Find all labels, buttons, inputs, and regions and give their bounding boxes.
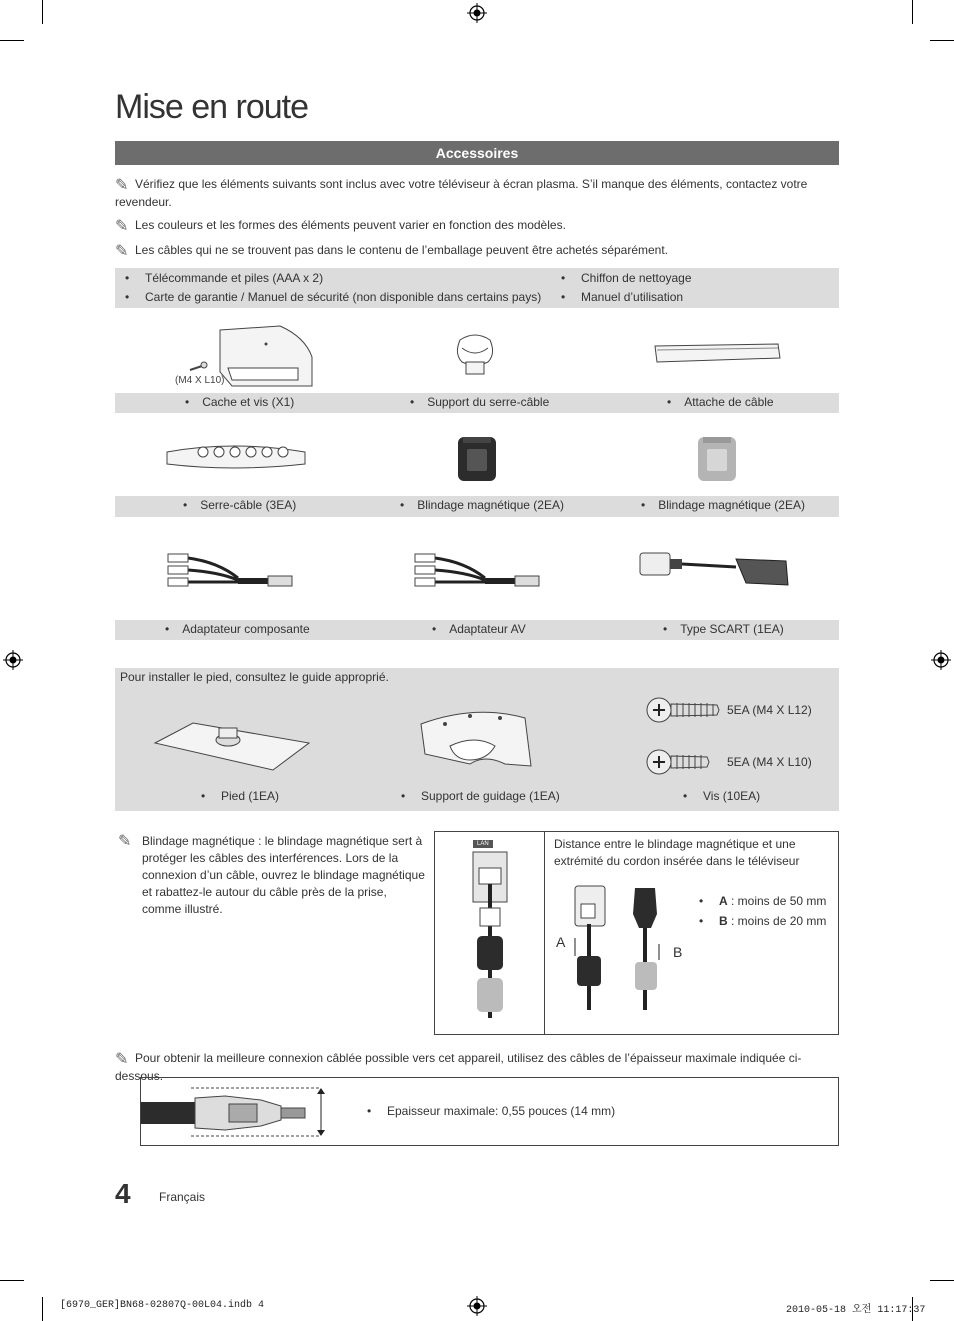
page-language: Français <box>159 1190 206 1204</box>
max-thickness-item: • Epaisseur maximale: 0,55 pouces (14 mm) <box>367 1104 615 1118</box>
accessory-label: • Serre-câble (3EA) <box>183 498 296 512</box>
component-adapter-image <box>158 548 308 592</box>
page-number: 4 <box>115 1178 131 1209</box>
label-b: B <box>673 944 683 960</box>
note-text: Vérifiez que les éléments suivants sont inclus avec votre téléviseur à écran plasma. S’il manque des éléments, contactez votre revendeur. <box>115 177 808 209</box>
stand-item: • Pied (1EA) <box>201 789 279 803</box>
stand-item: • Vis (10EA) <box>683 789 760 803</box>
ferrite-distance-illustration <box>567 884 707 1014</box>
note-text: Les couleurs et les formes des éléments peuvent varier en fonction des modèles. <box>135 218 566 232</box>
av-adapter-image <box>405 548 555 592</box>
stand-item: • Support de guidage (1EA) <box>401 789 560 803</box>
cable-thickness-box <box>140 1077 839 1146</box>
crop-mark <box>42 1297 43 1321</box>
crop-mark <box>912 0 913 24</box>
accessory-label-row-2 <box>115 496 839 517</box>
registration-mark-icon <box>3 650 23 670</box>
label-a: A <box>556 934 566 950</box>
note-text: Pour obtenir la meilleure connexion câblée possible vers cet appareil, utilisez des câbles de l’épaisseur maximale indiquée ci-dessous. <box>115 1051 802 1083</box>
ferrite-core-dark-image <box>455 433 499 485</box>
stand-section <box>115 668 839 811</box>
accessory-label: • Blindage magnétique (2EA) <box>400 498 564 512</box>
list-item: • Chiffon de nettoyage <box>561 271 692 285</box>
cable-plug-illustration <box>141 1086 331 1138</box>
distance-title: Distance entre le blindage magnétique et une extrémité du cordon insérée dans le téléviseur <box>554 837 800 868</box>
list-item: • Télécommande et piles (AAA x 2) <box>125 271 323 285</box>
crop-mark <box>930 40 954 41</box>
note-2 <box>115 217 815 235</box>
pencil-note-icon: ✎ <box>118 833 132 850</box>
pencil-note-icon: ✎ <box>115 243 129 260</box>
accessory-label: • Cache et vis (X1) <box>185 395 294 409</box>
screw-m4-l12-label: 5EA (M4 X L12) <box>727 703 812 717</box>
accessory-label: • Adaptateur AV <box>432 622 526 636</box>
accessory-label: • Support du serre-câble <box>410 395 549 409</box>
note-1 <box>115 176 815 211</box>
footer-file: [6970_GER]BN68-02807Q-00L04.indb 4 <box>60 1300 265 1311</box>
screw-m4-l10-icon <box>645 746 717 778</box>
pencil-note-icon: ✎ <box>115 177 129 194</box>
accessory-label: • Blindage magnétique (2EA) <box>641 498 805 512</box>
lan-cable-illustration <box>465 848 515 1028</box>
section-header: Accessoires <box>115 141 839 165</box>
distance-a-item: • A : moins de 50 mm <box>699 894 826 908</box>
screw-m4-l10-label: 5EA (M4 X L10) <box>727 755 812 769</box>
accessory-label: • Type SCART (1EA) <box>663 622 784 636</box>
pencil-note-icon: ✎ <box>115 218 129 235</box>
included-items-box <box>115 268 839 308</box>
scart-cable-image <box>636 545 796 593</box>
ferrite-core-light-image <box>695 433 739 485</box>
crop-mark <box>0 40 24 41</box>
page-title: Mise en route <box>115 88 308 126</box>
registration-mark-icon <box>467 3 487 23</box>
cable-holder-support-image <box>450 330 500 378</box>
distance-b-item: • B : moins de 20 mm <box>699 914 826 928</box>
accessory-label-row-1 <box>115 393 839 413</box>
registration-mark-icon <box>467 1296 487 1316</box>
crop-mark <box>42 0 43 24</box>
stand-base-image <box>153 718 313 774</box>
ferrite-diagram-box <box>434 831 839 1035</box>
registration-mark-icon <box>931 650 951 670</box>
list-item: • Carte de garantie / Manuel de sécurité (non disponible dans certains pays) <box>125 290 541 304</box>
ferrite-note <box>118 833 428 918</box>
note-text: Les câbles qui ne se trouvent pas dans le contenu de l’emballage peuvent être achetés séparément. <box>135 243 669 257</box>
crop-mark <box>0 1280 24 1281</box>
accessory-label-row-3 <box>115 620 839 640</box>
ferrite-note-text: Blindage magnétique : le blindage magnétique sert à protéger les câbles des interférences. Lors de la connexion d’un câble, ouvrez le blindage magnétique et rabattez-le autour du câble près de la prise, comme illustré. <box>142 834 425 916</box>
cable-clamp-image <box>163 438 309 474</box>
lan-port-label: LAN <box>473 840 493 848</box>
guide-support-image <box>415 704 537 776</box>
note-3 <box>115 242 815 260</box>
stand-intro: Pour installer le pied, consultez le guide approprié. <box>120 670 389 684</box>
screw-size-label: (M4 X L10) <box>175 375 225 386</box>
divider <box>544 832 545 1034</box>
cable-tie-image <box>650 338 785 368</box>
footer-date: 2010-05-18 오전 11:17:37 <box>786 1305 926 1316</box>
list-item: • Manuel d’utilisation <box>561 290 683 304</box>
accessory-label: • Adaptateur composante <box>165 622 310 636</box>
crop-mark <box>930 1280 954 1281</box>
pencil-note-icon: ✎ <box>115 1051 129 1068</box>
accessory-label: • Attache de câble <box>667 395 774 409</box>
screw-m4-l12-icon <box>645 694 725 726</box>
